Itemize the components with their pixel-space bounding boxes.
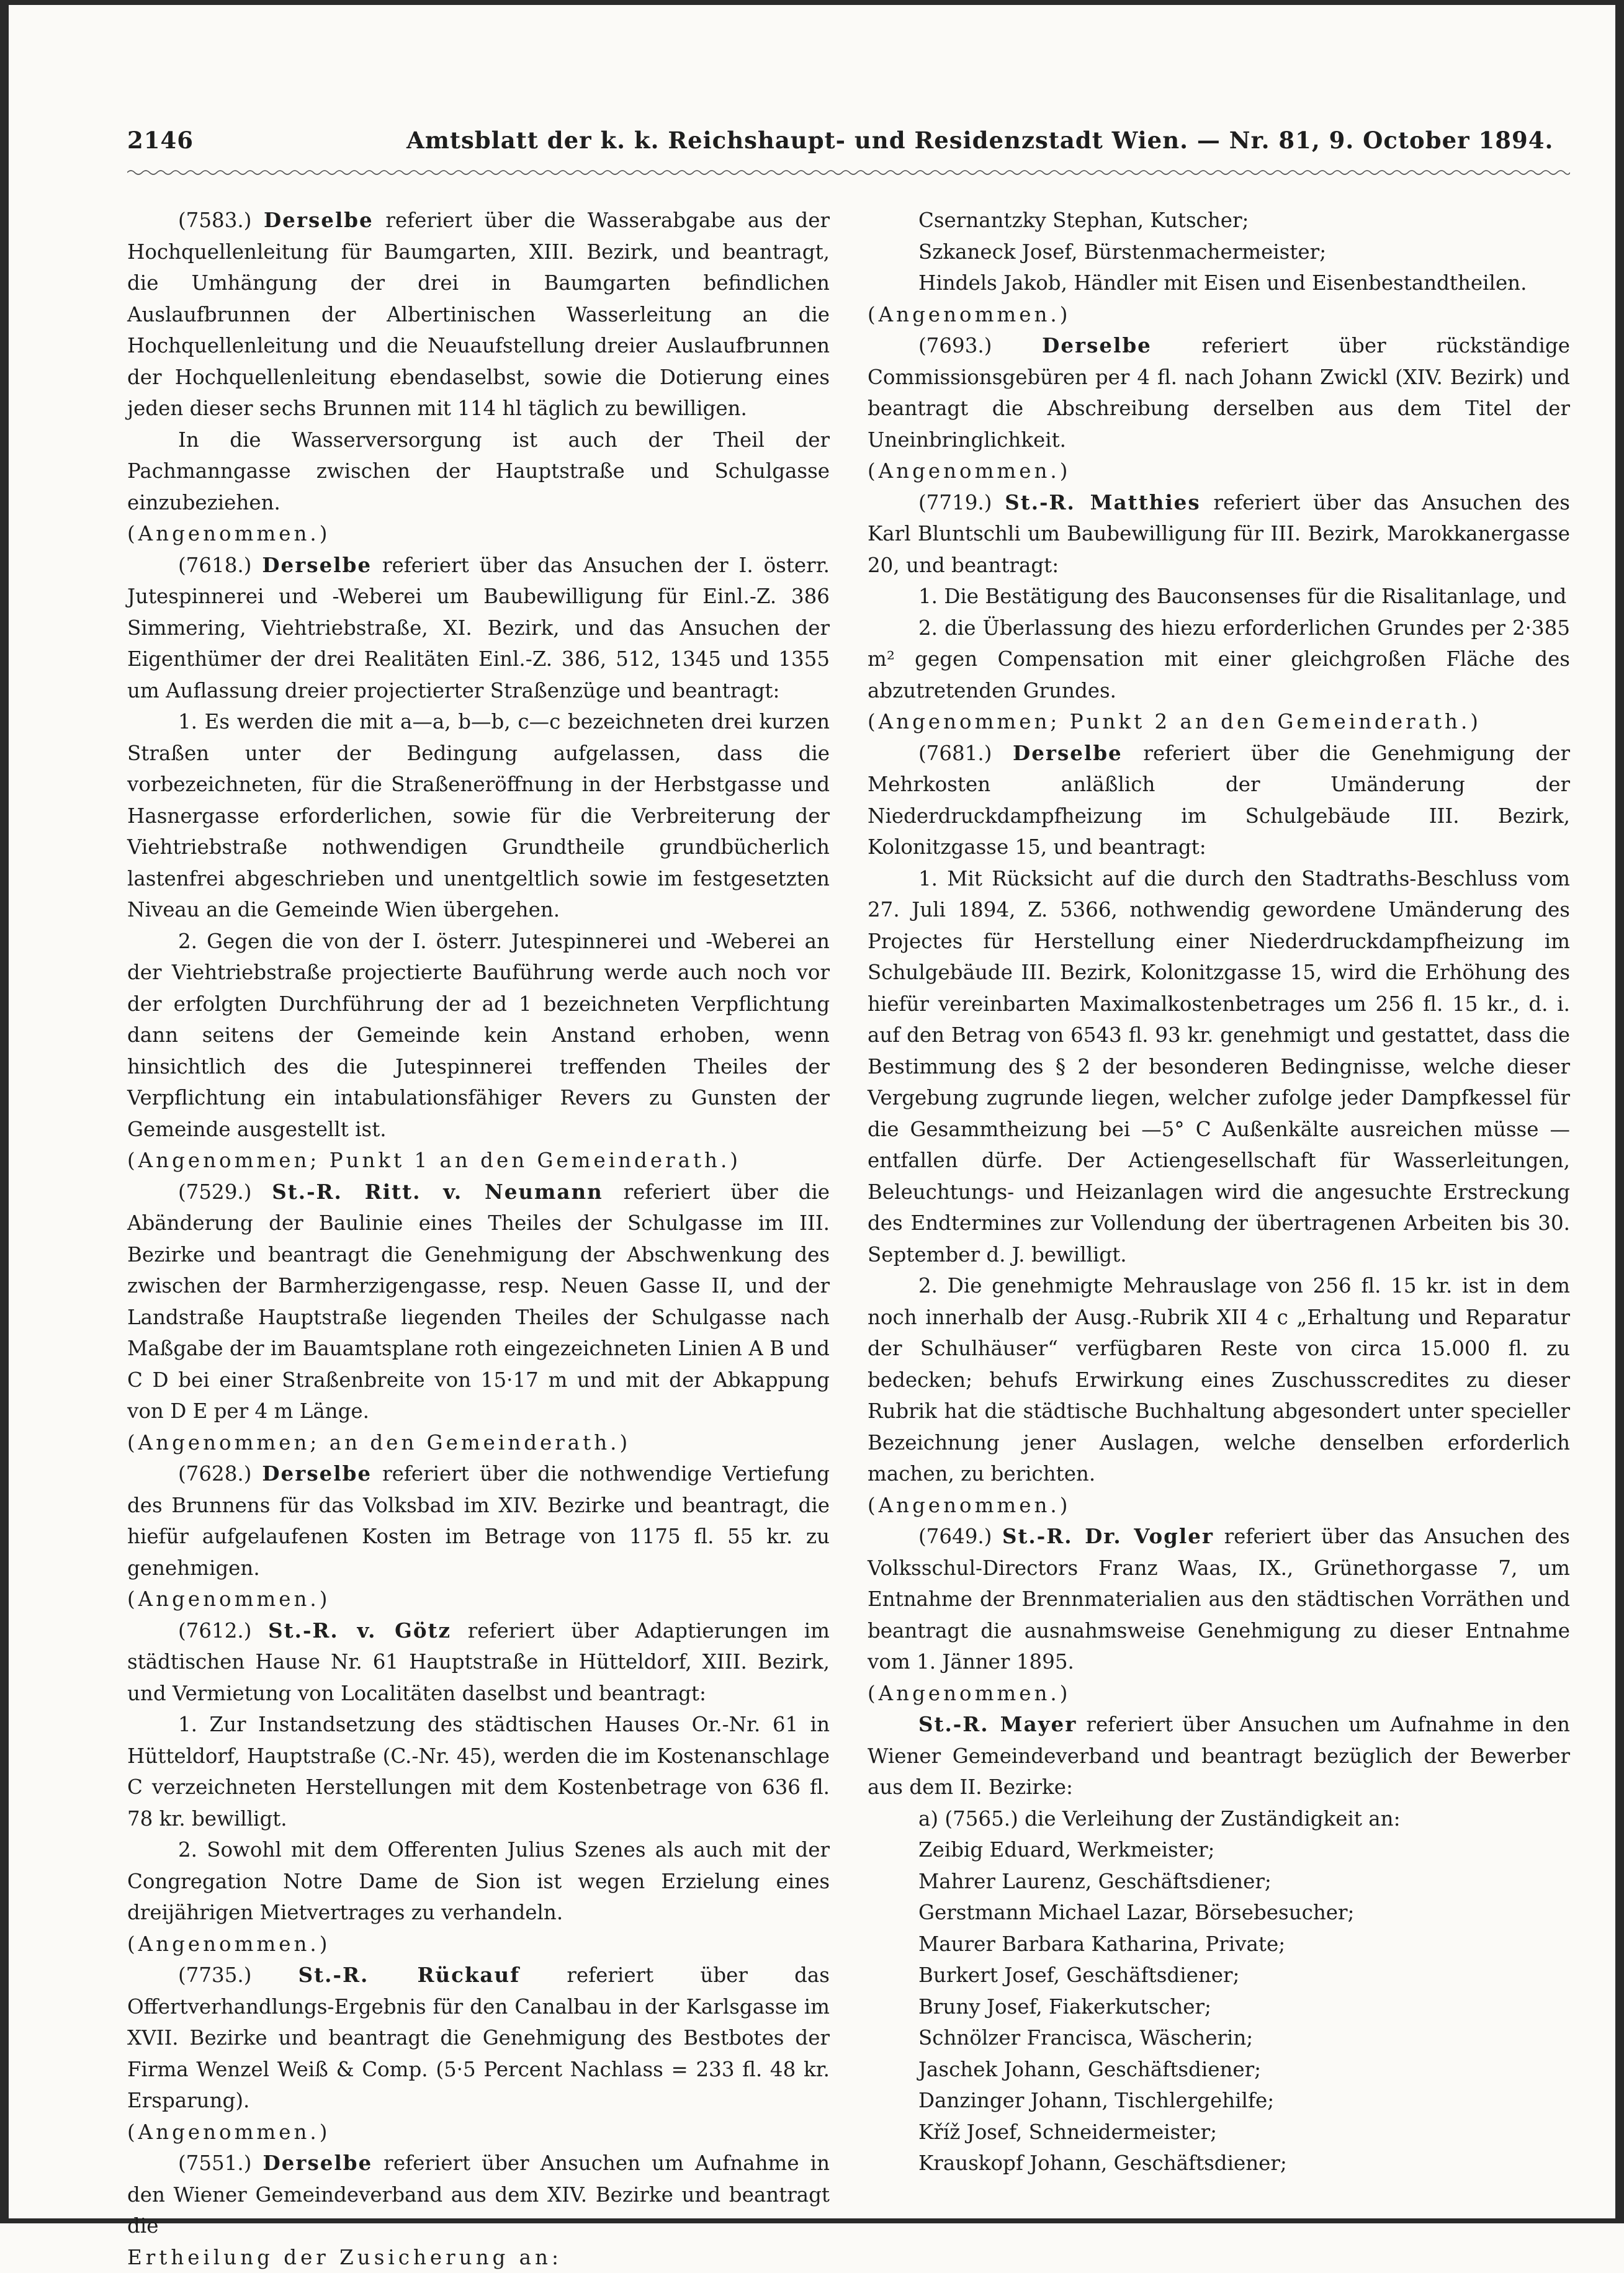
page-number: 2146 [127, 127, 194, 154]
name-list-item: Gerstmann Michael Lazar, Börsebesucher; [868, 1897, 1570, 1929]
name-list-item: Jaschek Johann, Geschäftsdiener; [868, 2054, 1570, 2086]
name-list-item: Krauskopf Johann, Geschäftsdiener; [868, 2148, 1570, 2179]
name-list-item: Hindels Jakob, Händler mit Eisen und Eisenbestandtheilen. [868, 267, 1570, 299]
entry-7628: (7628.) Derselbe referiert über die nothwendige Vertiefung des Brunnens für das Volksbad im XIV. Bezirke und beantragt, die hiefür aufgelaufenen Kosten im Betrage von 1175 fl. 55 kr. zu genehmigen. [127, 1458, 830, 1584]
entry-7649-result: (Angenommen.) [868, 1678, 1570, 1710]
name-list-item: Burkert Josef, Geschäftsdiener; [868, 1960, 1570, 1991]
name-list-item: Danzinger Johann, Tischlergehilfe; [868, 2085, 1570, 2117]
entry-7529: (7529.) St.-R. Ritt. v. Neumann referiert über die Abänderung der Baulinie eines Theiles der Schulgasse im III. Bezirke und beantragt die Genehmigung der Abschwenkung des zwischen der Barmherzigengasse, resp. Neuen Gasse II, und der Landstraße Hauptstraße liegenden Theiles der Schulgasse nach Maßgabe der im Bauamtsplane roth eingezeichneten Linien A B und C D bei einer Straßenbreite von 15·17 m und mit der Abkappung von D E per 4 m Länge. [127, 1177, 830, 1427]
entry-7551-last-line: Ertheilung der Zusicherung an: [127, 2242, 830, 2273]
entry-7681-point-2: 2. Die genehmigte Mehrauslage von 256 fl. 15 kr. ist in dem noch innerhalb der Ausg.-Rubrik XII 4 c „Erhaltung und Reparatur der Schulhäuser“ verfügbaren Reste von circa 15.000 fl. zu bedecken; behufs Erwirkung eines Zuschusscredites zu dieser Rubrik hat die städtische Buchhaltung abgesondert unter specieller Bezeichnung jener Auslagen, welche denselben erforderlich machen, zu berichten. [868, 1270, 1570, 1490]
entry-7612-result: (Angenommen.) [127, 1929, 830, 1960]
entry-7693: (7693.) Derselbe referiert über rückständige Commissionsgebüren per 4 fl. nach Johann Zwickl (XIV. Bezirk) und beantragt die Abschreibung derselben aus dem Titel der Uneinbringlichkeit. [868, 330, 1570, 455]
entry-7618-point-2: 2. Gegen die von der I. österr. Jutespinnerei und -Weberei an der Viehtriebstraße projectierte Bauführung werde auch noch vor der erfolgten Durchführung der ad 1 bezeichneten Verpflichtung dann seitens der Gemeinde kein Anstand erhoben, wenn hinsichtlich des die Jutespinnerei treffenden Theiles der Verpflichtung ein intabulationsfähiger Revers zu Gunsten der Gemeinde ausgestellt ist. [127, 926, 830, 1145]
entry-7719-result: (Angenommen; Punkt 2 an den Gemeinderath.) [868, 706, 1570, 738]
name-list-item: Bruny Josef, Fiakerkutscher; [868, 1991, 1570, 2023]
entry-7583-para: In die Wasserversorgung ist auch der Theil der Pachmanngasse zwischen der Hauptstraße und Schulgasse einzubeziehen. [127, 424, 830, 519]
entry-7681-result: (Angenommen.) [868, 1490, 1570, 1522]
page-header-title: Amtsblatt der k. k. Reichshaupt- und Residenzstadt Wien. — Nr. 81, 9. October 1894. [406, 127, 1553, 154]
name-list-item: Zeibig Eduard, Werkmeister; [868, 1834, 1570, 1866]
entry-7618: (7618.) Derselbe referiert über das Ansuchen der I. österr. Jutespinnerei und -Weberei um Baubewilligung für Einl.-Z. 386 Simmering, Viehtriebstraße, XI. Bezirk, und das Ansuchen der Eigenthümer der drei Realitäten Einl.-Z. 386, 512, 1345 und 1355 um Auflassung dreier projectierter Straßenzüge und beantragt: [127, 550, 830, 707]
entry-7719: (7719.) St.-R. Matthies referiert über das Ansuchen des Karl Bluntschli um Baubewilligung für III. Bezirk, Marokkanergasse 20, und beantragt: [868, 487, 1570, 581]
entry-7612-point-2: 2. Sowohl mit dem Offerenten Julius Szenes als auch mit der Congregation Notre Dame de Sion ist wegen Erzielung eines dreijährigen Mietvertrages zu verhandeln. [127, 1834, 830, 1929]
name-list-item: Mahrer Laurenz, Geschäftsdiener; [868, 1866, 1570, 1898]
entry-7719-point-2: 2. die Überlassung des hiezu erforderlichen Grundes per 2·385 m² gegen Compensation mit einer gleichgroßen Fläche des abzutretenden Grundes. [868, 612, 1570, 707]
right-column [868, 205, 1570, 2179]
entry-7612-point-1: 1. Zur Instandsetzung des städtischen Hauses Or.-Nr. 61 in Hütteldorf, Hauptstraße (C.-Nr. 45), werden die im Kostenanschlage C verzeichneten Herstellungen mit dem Kostenbetrage von 636 fl. 78 kr. bewilligt. [127, 1709, 830, 1834]
entry-mayer: St.-R. Mayer referiert über Ansuchen um Aufnahme in den Wiener Gemeindeverband und beantragt bezüglich der Bewerber aus dem II. Bezirke: [868, 1709, 1570, 1803]
entry-7735: (7735.) St.-R. Rückauf referiert über das Offertverhandlungs-Ergebnis für den Canalbau in der Karlsgasse im XVII. Bezirke und beantragt die Genehmigung des Bestbotes der Firma Wenzel Weiß & Comp. (5·5 Percent Nachlass = 233 fl. 48 kr. Ersparung). [127, 1960, 830, 2117]
left-column [127, 205, 830, 2273]
entry-7612: (7612.) St.-R. v. Götz referiert über Adaptierungen im städtischen Hause Nr. 61 Hauptstraße in Hütteldorf, XIII. Bezirk, und Vermietung von Localitäten daselbst und beantragt: [127, 1615, 830, 1710]
entry-7649: (7649.) St.-R. Dr. Vogler referiert über das Ansuchen des Volksschul-Directors Franz Waas, IX., Grünethorgasse 7, um Entnahme der Brennmaterialien aus den städtischen Vorräthen und beantragt die ausnahmsweise Genehmigung zu dieser Entnahme vom 1. Jänner 1895. [868, 1521, 1570, 1678]
name-list-item: Maurer Barbara Katharina, Private; [868, 1929, 1570, 1960]
entry-7681-point-1: 1. Mit Rücksicht auf die durch den Stadtraths-Beschluss vom 27. Juli 1894, Z. 5366, nothwendig gewordene Umänderung des Projectes für Herstellung einer Niederdruckdampfheizung im Schulgebäude III. Bezirk, Kolonitzgasse 15, wird die Erhöhung des hiefür vereinbarten Maximalkostenbetrages um 256 fl. 15 kr., d. i. auf den Betrag von 6543 fl. 93 kr. genehmigt und gestattet, dass die Bestimmung des § 2 der besonderen Bedingnisse, welche dieser Vergebung zugrunde liegen, welcher zufolge jeder Dampfkessel für die Gesammtheizung bei —5° C Außenkälte ausreichen müsse — entfallen dürfe. Der Actiengesellschaft für Wasserleitungen, Beleuchtungs- und Heizanlagen wird die angesuchte Erstreckung des Endtermines zur Vollendung der übertragenen Arbeiten bis 30. September d. J. bewilligt. [868, 863, 1570, 1271]
entry-7628-result: (Angenommen.) [127, 1584, 830, 1615]
entry-7719-point-1: 1. Die Bestätigung des Bauconsenses für die Risalitanlage, und [868, 581, 1570, 612]
scan-border-left [0, 0, 9, 2223]
header-wavy-rule [127, 169, 1570, 176]
entry-7551: (7551.) Derselbe referiert über Ansuchen um Aufnahme in den Wiener Gemeindeverband aus dem XIV. Bezirke und beantragt die [127, 2148, 830, 2242]
name-list-item: Schnölzer Francisca, Wäscherin; [868, 2022, 1570, 2054]
name-list-item: Szkaneck Josef, Bürstenmachermeister; [868, 236, 1570, 268]
scan-border-right [1615, 0, 1624, 2223]
name-list-item: Csernantzky Stephan, Kutscher; [868, 205, 1570, 236]
names-top-result: (Angenommen.) [868, 299, 1570, 331]
entry-7618-point-1: 1. Es werden die mit a—a, b—b, c—c bezeichneten drei kurzen Straßen unter der Bedingung aufgelassen, dass die vorbezeichneten, für die Straßeneröffnung in der Herbstgasse und Hasnergasse erforderlichen, sowie für die Verbreiterung der Viehtriebstraße nothwendigen Grundtheile grundbücherlich lastenfrei abgeschrieben und unentgeltlich sowie im festgesetzten Niveau an die Gemeinde Wien übergehen. [127, 706, 830, 926]
entry-mayer-sub: a) (7565.) die Verleihung der Zuständigkeit an: [868, 1803, 1570, 1835]
entry-7693-result: (Angenommen.) [868, 455, 1570, 487]
entry-7583: (7583.) Derselbe referiert über die Wasserabgabe aus der Hochquellenleitung für Baumgarten, XIII. Bezirk, und beantragt, die Umhängung der drei in Baumgarten befindlichen Auslaufbrunnen der Albertinischen Wasserleitung an die Hochquellenleitung und die Neuaufstellung dreier Auslaufbrunnen der Hochquellenleitung ebendaselbst, sowie die Dotierung eines jeden dieser sechs Brunnen mit 114 hl täglich zu bewilligen. [127, 205, 830, 424]
entry-7583-result: (Angenommen.) [127, 518, 830, 550]
entry-7529-result: (Angenommen; an den Gemeinderath.) [127, 1427, 830, 1459]
name-list-item: Kříž Josef, Schneidermeister; [868, 2117, 1570, 2148]
scan-border-top [0, 0, 1624, 5]
entry-7618-result: (Angenommen; Punkt 1 an den Gemeinderath.) [127, 1145, 830, 1177]
entry-7681: (7681.) Derselbe referiert über die Genehmigung der Mehrkosten anläßlich der Umänderung der Niederdruckdampfheizung im Schulgebäude III. Bezirk, Kolonitzgasse 15, und beantragt: [868, 738, 1570, 863]
entry-7735-result: (Angenommen.) [127, 2117, 830, 2148]
